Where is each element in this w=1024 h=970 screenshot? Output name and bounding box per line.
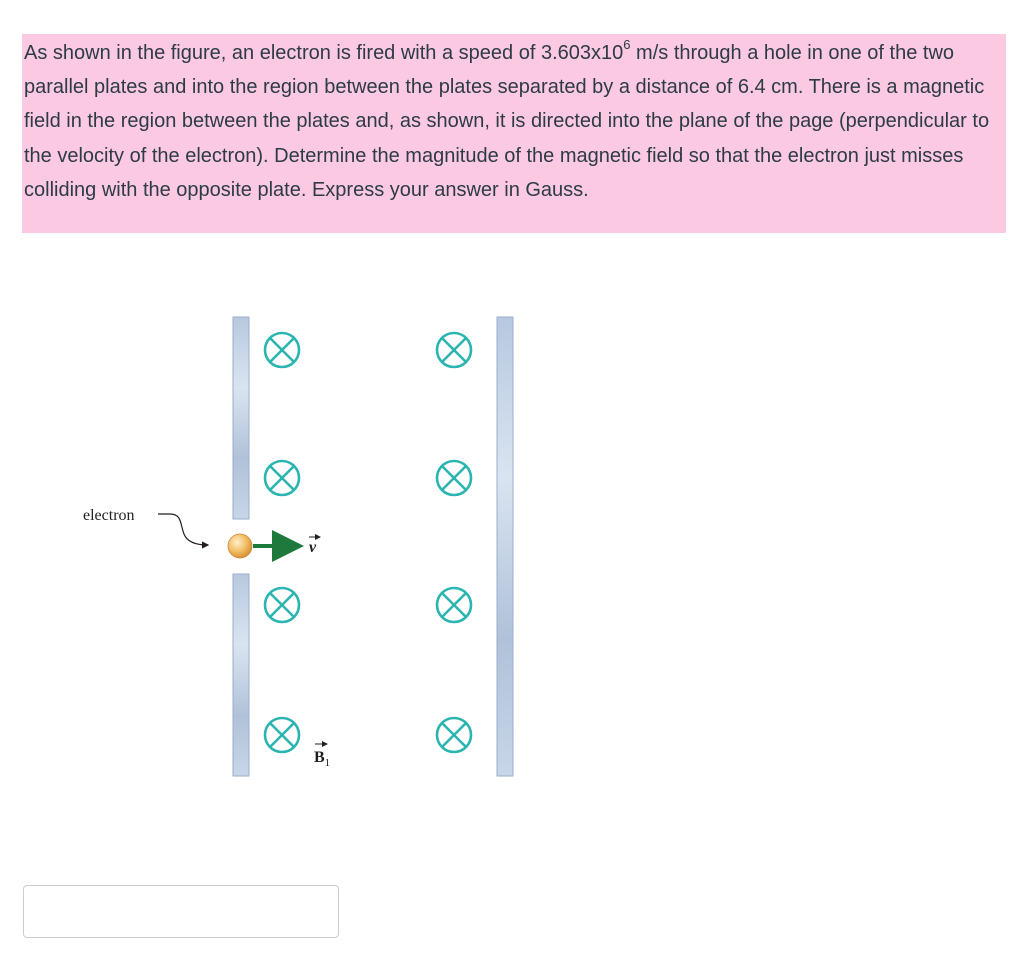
field-letter: B	[314, 749, 325, 766]
question-text-part1: As shown in the figure, an electron is fired with a speed of 3.603x10	[24, 42, 624, 64]
field-into-page-icon	[265, 333, 299, 367]
field-into-page-icon	[437, 333, 471, 367]
velocity-label: v	[309, 539, 317, 556]
field-into-page-icon	[265, 461, 299, 495]
electron-label: electron	[83, 507, 135, 524]
right-plate	[497, 317, 513, 776]
electron-pointer	[158, 514, 208, 545]
answer-input[interactable]	[23, 885, 339, 938]
question-text-part2: m/s through a hole in one of the two parallel plates and into the region between the plates separated by a distance of 6.4 cm. There is a magnetic field in the region between the plates and, as shown, it is directed into the plane of the page (perpendicular to the velocity of the electron). Determine the magnitude of the magnetic field so that the electron just misses colliding with the opposite plate. Express your answer in Gauss.	[24, 42, 990, 201]
field-into-page-icon	[437, 588, 471, 622]
field-label	[314, 749, 330, 769]
speed-exponent: 6	[623, 37, 631, 53]
field-into-page-icon	[265, 588, 299, 622]
field-into-page-icon	[437, 718, 471, 752]
field-into-page-icon	[265, 718, 299, 752]
field-subscript: 1	[324, 757, 331, 769]
field-symbols	[265, 333, 471, 752]
electron	[228, 534, 252, 558]
left-plate-lower	[233, 574, 249, 776]
field-into-page-icon	[437, 461, 471, 495]
left-plate-upper	[233, 317, 249, 519]
